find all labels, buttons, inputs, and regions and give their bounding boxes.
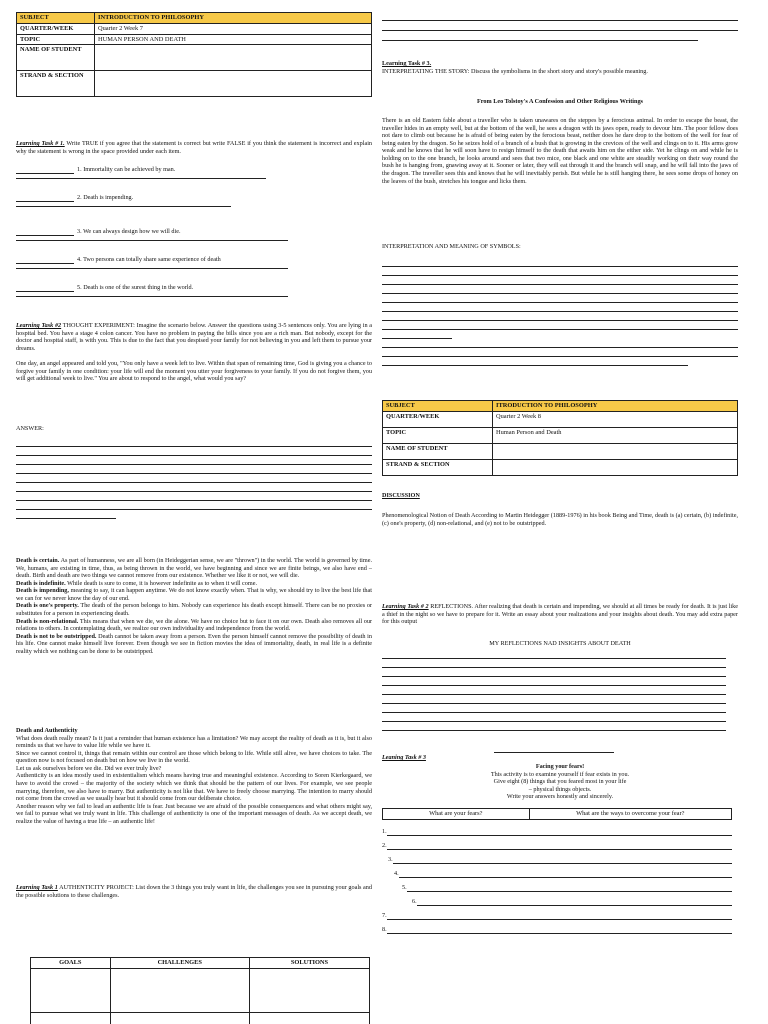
task3-story-intro: Learning Task # 3. INTERPRETATING THE STORY: Discuss the symbolisms in the short story and story's possible meaning. bbox=[382, 60, 738, 75]
reflection-lines[interactable] bbox=[382, 658, 726, 739]
fears-list bbox=[382, 826, 732, 938]
info-row: STRAND & SECTION bbox=[17, 71, 372, 97]
table-cell[interactable] bbox=[31, 1012, 111, 1024]
death-authenticity: Death and Authenticity What does death really mean? Is it just a reminder that human existence has a limitation? We may accept the reality of death as it is, but it also reminds us that we have to value life while we have it. Since we cannot control it, things that remain within our control are those which belong to life. While still alive, we have choices to take. The question now is not focused on death but on how we live in the world. Let us ask ourselves before we die. Did we ever truly live? Authenticity is an idea mostly used in existentialism which means having true and meaningful existence. According to Soren Kierkegaard, we have to avoid the crowd – the majority of the society which we think that should be the pattern of our lives. For example, we see people marrying, therefore, we also have to marry. But authenticity is not like that. We have to freely choose marrying. The intention to marry should not come from the crowd as we usually hear but it should come from our deliberate choice. Another reason why we fail to lead an authentic life is fear. Just because we are afraid of the possible consequences and what others might say, we fail to pursue what we truly want in life. This challenge of authenticity is one of the important messages of death. As we accept death, we realize the value of having a true life – an authentic life! bbox=[16, 727, 372, 825]
answer-blank[interactable] bbox=[16, 285, 74, 292]
info-row: QUARTER/WEEK Quarter 2 Week 8 bbox=[383, 411, 738, 427]
table-cell[interactable] bbox=[110, 968, 249, 1012]
table-cell[interactable] bbox=[31, 968, 111, 1012]
list-item[interactable]: 6. bbox=[382, 896, 732, 906]
answer-blank[interactable] bbox=[16, 167, 74, 174]
list-item[interactable]: 7. bbox=[382, 910, 732, 920]
info-row: SUBJECT ITRODUCTION TO PHILOSOPHY bbox=[383, 401, 738, 412]
answer-label: ANSWER: bbox=[16, 425, 44, 432]
goals-table bbox=[30, 957, 370, 1024]
answer-blank[interactable] bbox=[16, 195, 74, 202]
explain-line[interactable] bbox=[16, 206, 231, 207]
column-header: What are the ways to overcome your fear? bbox=[529, 809, 731, 820]
info-row: TOPIC Human Person and Death bbox=[383, 427, 738, 443]
column-header: What are your fears? bbox=[383, 809, 530, 820]
explain-line[interactable] bbox=[16, 268, 288, 269]
definition: Death is impending, meaning to say, it can happen anytime. We do not know exactly when. That is why, we should try to live the best life that we can for we never know the day of our end. bbox=[16, 587, 372, 602]
task1-item: 3. We can always design how we will die. bbox=[16, 228, 306, 241]
task1-item: 5. Death is one of the surest thing in the world. bbox=[16, 284, 306, 297]
answer-blank[interactable] bbox=[16, 229, 74, 236]
reflections-heading: MY REFLECTIONS NAD INSIGHTS ABOUT DEATH bbox=[489, 640, 631, 647]
task1-instructions: Learning Task # 1. Write TRUE if you agree that the statement is correct but write FALSE if you think the statement is incorrect and explain why the statement is wrong in the space provided under each item. bbox=[16, 140, 373, 155]
table-cell[interactable] bbox=[110, 1012, 249, 1024]
separator-line bbox=[494, 752, 614, 753]
column-header: CHALLENGES bbox=[110, 958, 249, 969]
info-table-week7 bbox=[16, 12, 372, 97]
reflections-task: Learning Task # 2 REFLECTIONS. After realizing that death is certain and impending, we should at all times be ready for death. It is just like a thief in the night so we have to prepare for it. Write an essay about your realizations and your insights about death. You may add extra paper for this output bbox=[382, 603, 738, 626]
task1-item: 2. Death is impending. bbox=[16, 194, 306, 207]
discussion-label: DISCUSSION bbox=[382, 492, 420, 499]
fears-task: Leaning Task # 3 bbox=[382, 754, 426, 761]
explain-line[interactable] bbox=[16, 296, 288, 297]
task2-scenario: Learning Task #2 THOUGHT EXPERIMENT: Imagine the scenario below. Answer the questions using 3-5 sentences only. You are lying in a hospital bed. You have a stage 4 colon cancer. You have no problem in paying the bills since you are a rich man. But nobody, except for the doctor and hospital staff, is with you. This is due to the fact that you despised your family for not believing in you and left them to pursue your dreams. One day, an angel appeared and told you, "You only have a week left to live. Within that span of remaining time, God is giving you a chance to forgive your family in one condition: your life will end the moment you utter your forgiveness to your family. If you do not forgive them, you will get additional week to live." You are about to respond to the angel, what would you say? bbox=[16, 322, 372, 383]
interpretation-lines[interactable] bbox=[382, 266, 738, 366]
list-item[interactable]: 1. bbox=[382, 826, 732, 836]
list-item[interactable]: 3. bbox=[382, 854, 732, 864]
list-item[interactable]: 8. bbox=[382, 924, 732, 934]
column-header: GOALS bbox=[31, 958, 111, 969]
section-field[interactable] bbox=[95, 71, 372, 97]
death-characteristics bbox=[16, 557, 372, 655]
answer-blank[interactable] bbox=[16, 257, 74, 264]
definition: Death is not to be outstripped. Death cannot be taken away from a person. Even the person himself cannot remove the possibility of death in his life. One cannot make himself live forever. Even though we see in fiction movies the idea of immortality, death, in real life is a definite reality which we nothing can be done to be outstripped. bbox=[16, 632, 372, 655]
task1-item: 4. Two persons can totally share same experience of death bbox=[16, 256, 306, 269]
info-row: TOPIC HUMAN PERSON AND DEATH bbox=[17, 34, 372, 45]
list-item[interactable]: 2. bbox=[382, 840, 732, 850]
list-item[interactable]: 5. bbox=[382, 882, 732, 892]
name-field[interactable] bbox=[493, 443, 738, 459]
fears-table bbox=[382, 808, 732, 820]
table-cell[interactable] bbox=[249, 968, 369, 1012]
column-header: SOLUTIONS bbox=[249, 958, 369, 969]
continuation-lines[interactable] bbox=[382, 20, 738, 41]
definition: Death is one's property. The death of the person belongs to him. Nobody can experience his death except himself. There can be no proxies or substitutes for a person in experiencing death. bbox=[16, 602, 372, 617]
definition: Death is certain. As part of humanness, we are all born (in Heideggerian sense, we are "thrown") in the world. The world is governed by time. We, humans, are existing in time, thus, as being thrown in the world, we have beginning and since we are finite beings, we also have end – death. Birth and death are two things we cannot remove from our existence. Whether we like it or not, we will die. bbox=[16, 557, 372, 580]
story-text: There is an old Eastern fable about a traveller who is taken unawares on the steppes by a ferocious animal. In order to escape the beast, the traveller hides in an empty well, but at the bottom of the well, he sees a dragon with its jaws open, ready to devour him. The poor fellow does not dare to climb out because he is afraid of being eaten by the ferocious beast, neither does he dare drop to the bottom of the well for fear of being eaten by the dragon. So he seizes hold of a branch of a bush that is growing in the crevices of the well and clings on to it. His arms grow weak and he knows that he will soon have to resign himself to the death that awaits him on the either side. Yet he clings on and while he is holding on to the one branch, he looks around and sees that two mice, one black and one white are steadily working on their way round the bush he is hanging from, gnawing away at it. Sooner or later, they will eat through it and the branch will snap, and he will fall into the jaws of the dragon. The traveller sees this and knows that he will inevitably perish. But while he is still hanging there, he sees some drops of honey on the leaves of the bush, stretches his tongue and licks them. bbox=[382, 117, 738, 185]
fears-title: Facing your fears! bbox=[535, 763, 585, 770]
discussion-text: Phenomenological Notion of Death According to Martin Heidegger (1889-1976) in his book Being and Time, death is (a) certain, (b) indefinite, (c) one's property, (d) non-relational, and (e) not to be outstripped. bbox=[382, 512, 738, 527]
interpretation-label: INTERPRETATION AND MEANING OF SYMBOLS: bbox=[382, 243, 521, 250]
fears-instructions: Facing your fears! This activity is to examine yourself if fear exists in you. Give eight (8) things that you feared most in your life – physical things objects. Write your answers honestly and sincerely. bbox=[382, 763, 738, 801]
info-row: STRAND & SECTION bbox=[383, 459, 738, 475]
info-table-week8 bbox=[382, 400, 738, 476]
info-row: QUARTER/WEEK Quarter 2 Week 7 bbox=[17, 23, 372, 34]
task-label: Learning Task # 3. bbox=[382, 60, 432, 67]
explain-line[interactable] bbox=[16, 240, 288, 241]
explain-line[interactable] bbox=[16, 178, 266, 179]
authenticity-project: Learning Task 1 AUTHENTICITY PROJECT: List down the 3 things you truly want in life, the challenges you see in pursuing your goals and the possible solutions to these challenges. bbox=[16, 884, 372, 899]
definition: Death is non-relational. This means that when we die, we die alone. We have no choice but to face it on our own. Death also removes all our relations to others. In contemplating death, we realize our own individuality and independence from the world. bbox=[16, 617, 373, 633]
name-field[interactable] bbox=[95, 45, 372, 71]
list-item[interactable]: 4. bbox=[382, 868, 732, 878]
info-row: SUBJECT INTRODUCTION TO PHILOSOPHY bbox=[17, 13, 372, 24]
answer-lines[interactable] bbox=[16, 446, 372, 519]
info-row: NAME OF STUDENT bbox=[383, 443, 738, 459]
info-row: NAME OF STUDENT bbox=[17, 45, 372, 71]
task1-item: 1. Immortality can be achieved by man. bbox=[16, 166, 306, 179]
definition: Death is indefinite. While death is sure to come, it is however indefinite as to when it will come. bbox=[16, 579, 257, 587]
table-cell[interactable] bbox=[249, 1012, 369, 1024]
story-title: From Leo Tolstoy's A Confession and Other Religious Writings bbox=[477, 98, 643, 105]
section-field[interactable] bbox=[493, 459, 738, 475]
section-title: Death and Authenticity bbox=[16, 727, 78, 734]
